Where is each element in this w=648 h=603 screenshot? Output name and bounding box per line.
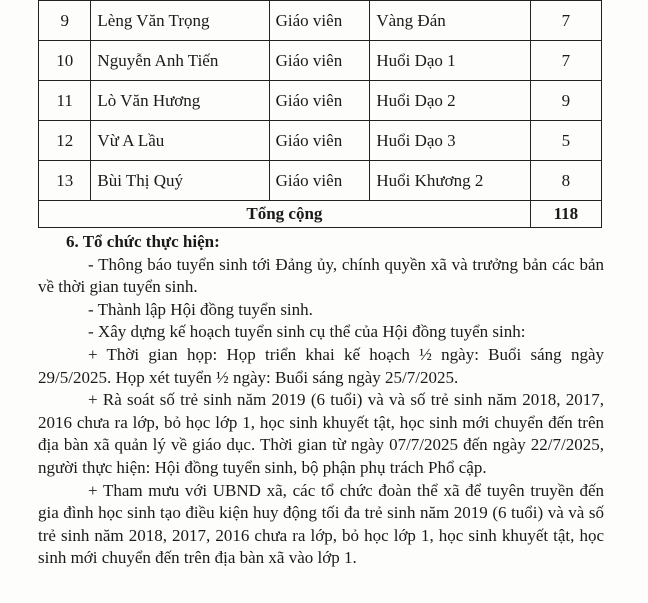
village-name: Huổi Khương 2 <box>370 161 530 201</box>
table-row <box>39 41 602 81</box>
village-name: Huổi Dạo 2 <box>370 81 530 121</box>
student-count: 9 <box>530 81 601 121</box>
total-value: 118 <box>530 201 601 228</box>
table-row <box>39 1 602 41</box>
row-number: 12 <box>39 121 91 161</box>
paragraph: + Thời gian họp: Họp triển khai kế hoạch ½ ngày: Buổi sáng ngày 29/5/2025. Họp xét tuyển ½ ngày: Buổi sáng ngày 25/7/2025. <box>38 344 604 387</box>
table-total-row <box>39 201 602 228</box>
student-count: 5 <box>530 121 601 161</box>
village-name: Vàng Đán <box>370 1 530 41</box>
student-count: 7 <box>530 41 601 81</box>
total-label: Tổng cộng <box>39 201 531 228</box>
village-name: Huổi Dạo 1 <box>370 41 530 81</box>
teacher-role: Giáo viên <box>269 81 370 121</box>
table-row <box>39 161 602 201</box>
teacher-name: Lèng Văn Trọng <box>91 1 269 41</box>
teacher-name: Bùi Thị Quý <box>91 161 269 201</box>
village-name: Huổi Dạo 3 <box>370 121 530 161</box>
student-count: 8 <box>530 161 601 201</box>
teacher-name: Lò Văn Hương <box>91 81 269 121</box>
teacher-role: Giáo viên <box>269 161 370 201</box>
section-content <box>38 231 604 570</box>
teacher-name: Nguyễn Anh Tiến <box>91 41 269 81</box>
paragraph: - Thành lập Hội đồng tuyển sinh. <box>88 299 313 319</box>
staff-table <box>38 0 602 228</box>
section-heading: 6. Tổ chức thực hiện: <box>66 232 220 251</box>
table-row <box>39 81 602 121</box>
paragraph: - Thông báo tuyển sinh tới Đảng ủy, chính quyền xã và trưởng bản các bản về thời gian tuyển sinh. <box>38 254 604 297</box>
teacher-role: Giáo viên <box>269 41 370 81</box>
teacher-name: Vừ A Lầu <box>91 121 269 161</box>
table-row <box>39 121 602 161</box>
paragraph: + Tham mưu với UBND xã, các tổ chức đoàn thể xã để tuyên truyền đến gia đình học sinh tạo điều kiện huy động tối đa trẻ sinh năm 2019 (6 tuổi) và và số trẻ sinh năm 2018, 2017, 2016 chưa ra lớp, bỏ học lớp 1, học sinh khuyết tật, học sinh mới chuyển đến trên địa bàn xã vào lớp 1. <box>38 480 604 568</box>
teacher-role: Giáo viên <box>269 121 370 161</box>
student-count: 7 <box>530 1 601 41</box>
row-number: 10 <box>39 41 91 81</box>
paragraph: + Rà soát số trẻ sinh năm 2019 (6 tuổi) và và số trẻ sinh năm 2018, 2017, 2016 chưa ra lớp, bỏ học lớp 1, học sinh khuyết tật, học sinh mới chuyển đến trên địa bàn xã quản lý về giáo dục. Thời gian từ ngày 07/7/2025 đến ngày 22/7/2025, người thực hiện: Hội đồng tuyển sinh, bộ phận phụ trách Phổ cập. <box>38 390 604 477</box>
row-number: 13 <box>39 161 91 201</box>
paragraph: - Xây dựng kế hoạch tuyển sinh cụ thể của Hội đồng tuyển sinh: <box>88 322 526 342</box>
teacher-role: Giáo viên <box>269 1 370 41</box>
row-number: 11 <box>39 81 91 121</box>
row-number: 9 <box>39 1 91 41</box>
